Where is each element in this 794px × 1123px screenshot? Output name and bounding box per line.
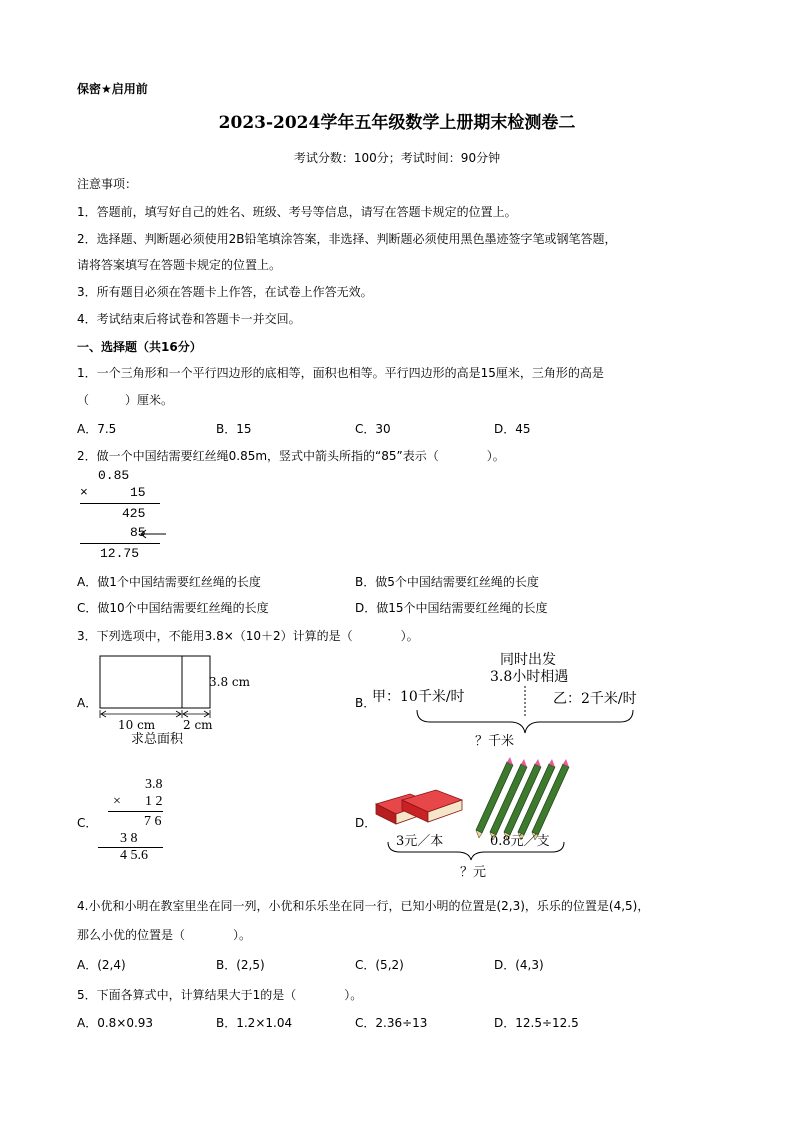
q4-option-d: D．(4,3) [494,958,544,972]
q3-vertical-calc [93,777,173,867]
diagram-bottom-label: ？千米 [475,734,515,749]
q2-stem: 2．做一个中国结需要红丝绳0.85m，竖式中箭头所指的“85”表示（ ）。 [77,449,505,463]
width-label: 10 cm [118,718,156,732]
q1-option-c: C．30 [355,422,391,436]
q5-option-d: D．12.5÷12.5 [494,1016,579,1030]
calc-row: 85 [130,525,146,540]
q2-option-a: A．做1个中国结需要红丝绳的长度 [77,575,261,589]
books-pencils-figure [372,752,587,882]
exam-info: 考试分数：100分；考试时间：90分钟 [293,151,501,165]
calc-row: 4 5.6 [120,848,148,863]
q1-stem-cont: （ ）厘米。 [77,393,174,407]
q3-option-a-label: A． [77,696,98,710]
q5-option-a: A．0.8×0.93 [77,1016,154,1030]
calc-row: 7 6 [144,814,162,829]
calc-row: 3 8 [120,831,138,846]
calc-row: 3.8 [145,777,163,792]
q5-option-c: C．2.36÷13 [355,1016,428,1030]
q4-option-c: C．(5,2) [355,958,404,972]
speed-label-yi: 乙：2千米/时 [553,691,637,707]
note-item: 4．考试结束后将试卷和答题卡一并交回。 [77,312,301,326]
q4-stem-cont: 那么小优的位置是（ ）。 [77,928,252,942]
calc-row: 425 [122,506,146,521]
calc-rule [108,811,163,812]
meeting-diagram [370,648,660,750]
diagram-text: 3.8小时相遇 [490,669,569,685]
calc-row: 12.75 [100,546,140,561]
pencil-price-label: 0.8元／支 [490,834,550,849]
calc-rule [80,543,160,544]
width-label: 2 cm [183,718,213,732]
diagram-text: 同时出发 [500,652,556,668]
q5-option-b: B．1.2×1.04 [216,1016,293,1030]
height-label: 3.8 cm [209,675,250,689]
q4-stem: 4.小优和小明在教室里坐在同一列，小优和乐乐坐在同一行，已知小明的位置是(2,3)，乐乐的位置是(4,5)， [77,899,650,913]
q2-option-d: D．做15个中国结需要红丝绳的长度 [355,601,548,615]
q5-stem: 5．下面各算式中，计算结果大于1的是（ ）。 [77,988,363,1002]
speed-label-jia: 甲：10千米/时 [372,689,465,705]
rectangle-area-figure [95,652,265,747]
calc-row: 0.85 [98,468,130,483]
note-item: 2．选择题、判断题必须使用2B铅笔填涂答案，非选择、判断题必须使用黑色墨迹签字笔或钢笔答题， [77,232,617,246]
q1-option-a: A．7.5 [77,422,117,436]
q2-vertical-calc [80,468,170,568]
arrow-left-icon [138,529,168,539]
book-price-label: 3元／本 [396,834,444,849]
q1-stem: 1．一个三角形和一个平行四边形的底相等，面积也相等。平行四边形的高是15厘米，三角形的高是 [77,366,604,380]
q1-option-b: B．15 [216,422,252,436]
calc-row: 1 2 [145,794,163,809]
q2-option-c: C．做10个中国结需要红丝绳的长度 [77,601,269,615]
q3-option-b-label: B． [355,696,376,710]
page-title: 2023-2024学年五年级数学上册期末检测卷二 [218,113,576,133]
q3-stem: 3．下列选项中，不能用3.8×（10＋2）计算的是（ ）。 [77,629,419,643]
q2-option-b: B．做5个中国结需要红丝绳的长度 [355,575,539,589]
q4-option-a: A．(2,4) [77,958,126,972]
calc-operator: × [113,794,121,809]
note-item: 1．答题前，填写好自己的姓名、班级、考号等信息，请写在答题卡规定的位置上。 [77,205,517,219]
confidential-label: 保密★启用前 [77,82,148,96]
calc-rule [80,503,160,504]
calc-row: 15 [130,485,146,500]
total-label: ？元 [460,865,487,880]
section-title: 一、选择题（共16分） [77,340,202,354]
note-item: 请将答案填写在答题卡规定的位置上。 [77,258,282,272]
notes-heading: 注意事项： [77,177,138,191]
calc-operator: × [80,485,88,500]
q3-option-c-label: C． [77,816,98,830]
q4-option-b: B．(2,5) [216,958,265,972]
note-item: 3．所有题目必须在答题卡上作答，在试卷上作答无效。 [77,285,373,299]
calc-rule [98,847,163,848]
q1-option-d: D．45 [494,422,531,436]
figure-caption: 求总面积 [131,732,184,747]
q3-option-d-label: D． [355,816,377,830]
